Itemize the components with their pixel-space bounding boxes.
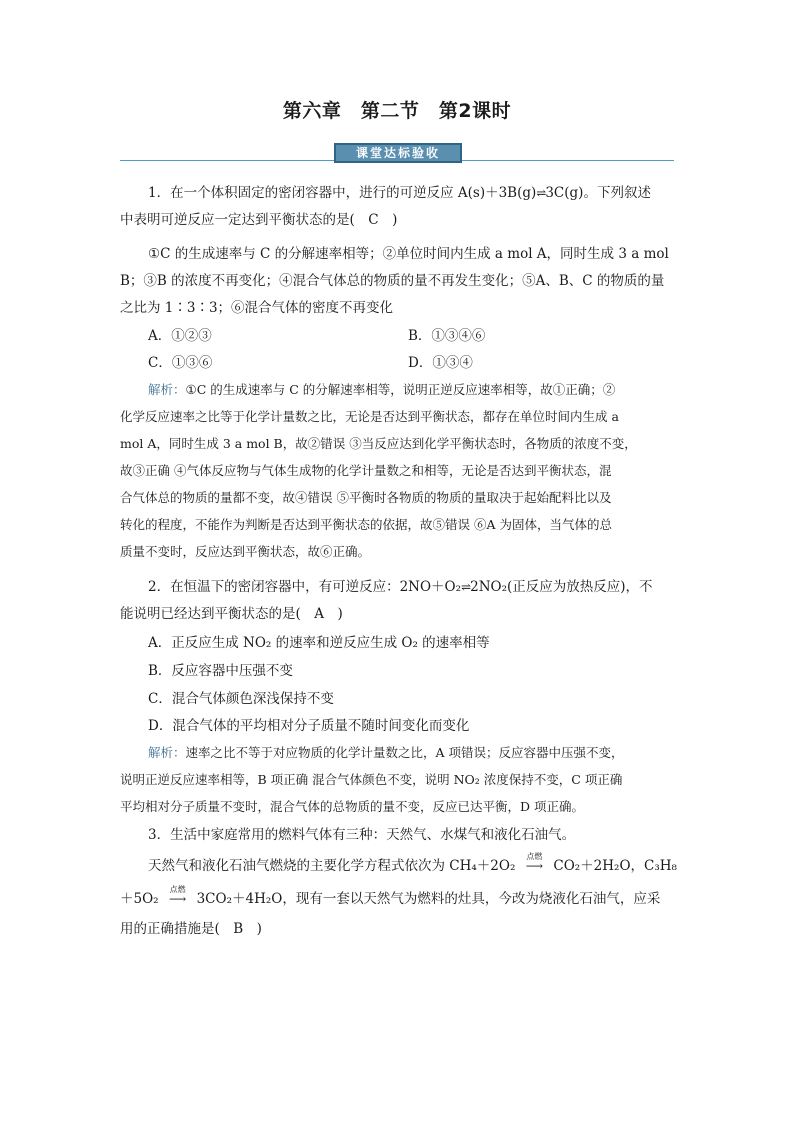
q2-analysis-line-2: 说明正逆反应速率相等，B 项正确 混合气体颜色不变，说明 NO₂ 浓度保持不变，C 项正确 <box>120 772 623 787</box>
equilibrium-arrow-icon: ⇌ <box>536 186 546 200</box>
q2-option-a: A．正反应生成 NO₂ 的速率和逆反应生成 O₂ 的速率相等 <box>148 635 490 651</box>
q2-analysis-text-1: 速率之比不等于对应物质的化学计量数之比，A 项错误；反应容器中压强不变， <box>185 745 624 760</box>
q2-analysis-line-3: 平均相对分子质量不变时，混合气体的总物质的量不变，反应已达平衡，D 项正确。 <box>120 799 584 814</box>
q1-analysis-line-7: 质量不变时，反应达到平衡状态，故⑥正确。 <box>120 544 371 559</box>
q2-option-b: B．反应容器中压强不变 <box>148 663 293 679</box>
q1-condition-line-2: B；③B 的浓度不再变化；④混合气体总的物质的量不再发生变化；⑤A、B、C 的物质的量 <box>120 273 665 289</box>
q1-condition-line-3: 之比为 1∶3∶3；⑥混合气体的密度不再变化 <box>120 300 394 316</box>
q2-stem-a: 2．在恒温下的密闭容器中，有可逆反应：2NO＋O₂ <box>148 579 462 595</box>
q1-option-d: D．①③④ <box>408 355 473 371</box>
q1-option-b: B．①③④⑥ <box>408 328 486 344</box>
reaction-arrow-icon: 点燃 ⟶ <box>515 856 553 876</box>
q3-stem-line-2 <box>148 852 680 876</box>
q2-stem-line-1 <box>148 577 680 597</box>
q3-stem-3b: 3CO₂＋4H₂O，现有一套以天然气为燃料的灶具，今改为烧液化石油气，应采 <box>196 891 661 907</box>
q1-analysis-line-6: 转化的程度，不能作为判断是否达到平衡状态的依据，故⑤错误 ⑥A 为固体，当气体的总 <box>120 517 612 532</box>
analysis-label: 解析： <box>148 745 186 760</box>
q2-analysis-line-1 <box>148 743 680 763</box>
equilibrium-arrow-icon: ⇌ <box>461 580 471 594</box>
q3-stem-2b: CO₂＋2H₂O，C₃H₈ <box>553 858 677 874</box>
q1-condition-line-1: ①C 的生成速率与 C 的分解速率相等；②单位时间内生成 a mol A，同时生成 3 a mol <box>148 246 669 262</box>
q1-analysis-line-1 <box>148 380 680 400</box>
q1-stem-a: 1．在一个体积固定的密闭容器中，进行的可逆反应 A(s)＋3B(g) <box>148 185 537 201</box>
q1-analysis-line-3: mol A，同时生成 3 a mol B，故②错误 ③当反应达到化学平衡状态时，各物质的浓度不变， <box>120 436 637 451</box>
analysis-label: 解析： <box>148 382 186 397</box>
q3-stem-line-1: 3．生活中家庭常用的燃料气体有三种：天然气、水煤气和液化石油气。 <box>148 827 576 843</box>
q3-stem-3a: ＋5O₂ <box>120 891 159 907</box>
q1-analysis-line-4: 故③正确 ④气体反应物与气体生成物的化学计量数之和相等，无论是否达到平衡状态，混 <box>120 463 612 478</box>
q2-stem-line-2: 能说明已经达到平衡状态的是( A ) <box>120 606 343 622</box>
section-badge: 课堂达标验收 <box>334 143 462 163</box>
q1-option-a: A．①②③ <box>148 328 212 344</box>
q1-option-c: C．①③⑥ <box>148 355 213 371</box>
q2-option-d: D．混合气体的平均相对分子质量不随时间变化而变化 <box>148 718 470 734</box>
q1-analysis-line-5: 合气体总的物质的量都不变，故④错误 ⑤平衡时各物质的物质的量取决于起始配料比以及 <box>120 490 612 505</box>
q3-stem-line-4: 用的正确措施是( B ) <box>120 921 262 937</box>
q1-stem-b: 3C(g)。下列叙述 <box>545 185 651 201</box>
q3-stem-2a: 天然气和液化石油气燃烧的主要化学方程式依次为 CH₄＋2O₂ <box>148 858 516 874</box>
reaction-condition: 点燃 <box>526 852 543 861</box>
q1-stem-line-2: 中表明可逆反应一定达到平衡状态的是( C ) <box>120 212 398 228</box>
q2-option-c: C．混合气体颜色深浅保持不变 <box>148 691 334 707</box>
q1-analysis-line-2: 化学反应速率之比等于化学计量数之比，无论是否达到平衡状态，都存在单位时间内生成 a <box>120 409 619 424</box>
reaction-arrow-icon: 点燃 ⟶ <box>159 889 197 909</box>
q3-stem-line-3 <box>120 885 680 909</box>
page-title: 第六章 第二节 第2课时 <box>282 100 512 122</box>
q1-stem-line-1 <box>148 183 680 203</box>
q1-analysis-text-1: ①C 的生成速率与 C 的分解速率相等，说明正逆反应速率相等，故①正确；② <box>185 382 616 397</box>
reaction-condition: 点燃 <box>169 885 186 894</box>
q2-stem-b: 2NO₂(正反应为放热反应)，不 <box>470 579 653 595</box>
